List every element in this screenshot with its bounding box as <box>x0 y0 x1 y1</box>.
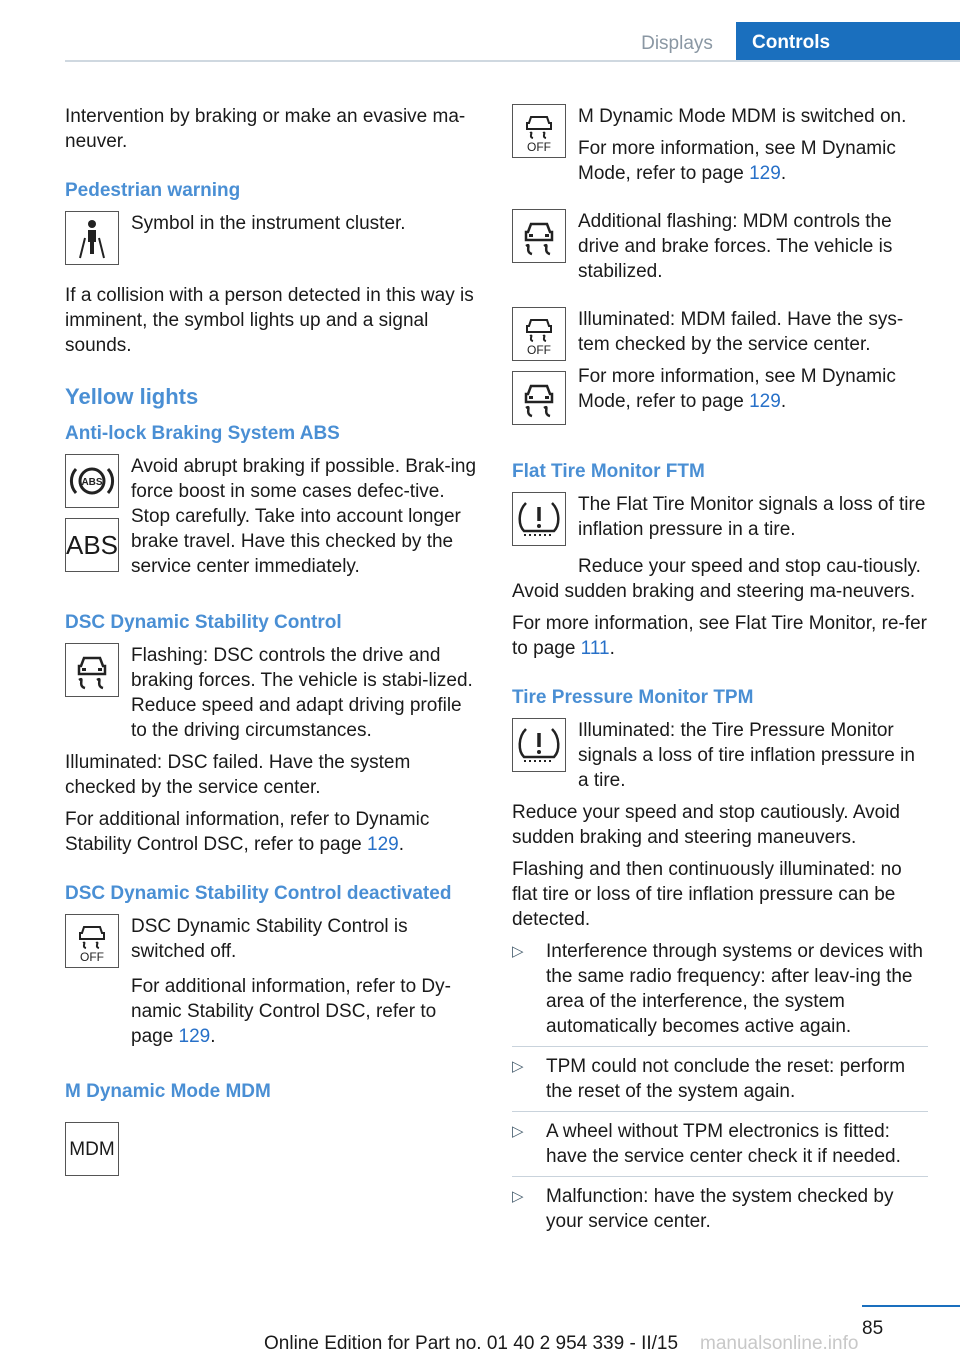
mdm-more2-info <box>578 364 928 414</box>
mdm-on-text: M Dynamic Mode MDM is switched on. <box>578 106 907 127</box>
abs-text: Avoid abrupt braking if possible. Brak‐ing force boost in some cases defec‐tive. Stop carefully. Take into account longer brake travel. Have this checked by the service center immediately. <box>131 456 477 577</box>
list-item <box>512 1054 928 1112</box>
triangle-bullet-icon: ▷ <box>512 1188 524 1205</box>
dsc-off-label: OFF <box>80 950 104 963</box>
mdm-failed-block <box>512 307 928 435</box>
tpm-block <box>512 718 928 800</box>
abs-heading: Anti-lock Braking System ABS <box>65 423 340 444</box>
ftm-reduce-text: Reduce your speed and stop cau‐tiously. Avoid sudden braking and steering ma‐neuvers. <box>512 556 921 602</box>
intro-text: Intervention by braking or make an evasive ma‐neuver. <box>65 106 466 152</box>
svg-text:ABS: ABS <box>81 477 103 488</box>
abs-text-icon <box>65 518 119 572</box>
mdm-flash-text: Additional flashing: MDM controls the drive and brake forces. The vehicle is stabilized. <box>578 211 893 282</box>
triangle-bullet-icon: ▷ <box>512 1123 524 1140</box>
ftm-more-text: For more information, see Flat Tire Monitor, re‐fer to page <box>512 613 927 659</box>
dsc-off-more-text: For additional information, refer to Dy‐namic Stability Control DSC, refer to page <box>131 976 451 1047</box>
list-item <box>512 1184 928 1241</box>
mdm-off-label: OFF <box>527 140 551 153</box>
ftm-heading: Flat Tire Monitor FTM <box>512 461 705 482</box>
tpm-illuminated-text: Illuminated: the Tire Pressure Monitor signals a loss of tire inflation pressure in a tire. <box>578 720 915 791</box>
tpm-flashing-text: Flashing and then continuously illuminated: no flat tire or loss of tire inflation pressure can be detected. <box>512 859 902 930</box>
ftm-page-link[interactable]: 111 <box>580 638 610 659</box>
pedestrian-block <box>65 211 481 275</box>
tab-controls[interactable]: Controls <box>736 22 960 62</box>
dsc-more-text: For additional information, refer to Dynamic Stability Control DSC, refer to page <box>65 809 430 855</box>
mdm-failed-off-label: OFF <box>527 343 551 356</box>
ftm-more-info <box>512 611 928 661</box>
mdm-failed-text: Illuminated: MDM failed. Have the sys‐tem checked by the service center. <box>578 309 904 355</box>
tpm-heading: Tire Pressure Monitor TPM <box>512 687 754 708</box>
mdm-more-info <box>578 136 928 186</box>
right-column <box>512 104 928 1248</box>
mdm-page-link-2[interactable]: 129 <box>749 391 781 412</box>
tpm-warning-icon <box>512 718 566 772</box>
dsc-flashing-text: Flashing: DSC controls the drive and braking forces. The vehicle is stabi‐lized. Reduce speed and adapt driving profile to the driving circumstances. <box>131 645 473 741</box>
abs-block <box>65 454 481 586</box>
watermark-text: manualsonline.info <box>700 1333 859 1354</box>
mdm-page-link[interactable]: 129 <box>749 163 781 184</box>
dsc-off-switched-text: DSC Dynamic Stability Control is switched off. <box>131 916 408 962</box>
mdm-off-icon <box>512 104 566 158</box>
mdm-failed-off-icon <box>512 307 566 361</box>
abs-icon-label: ABS <box>65 529 119 560</box>
mdm-block <box>65 1122 481 1186</box>
mdm-failed-skid-icon <box>512 371 566 425</box>
page-number: 85 <box>862 1318 884 1339</box>
tpm-bullet-list <box>512 939 928 1241</box>
pedestrian-heading: Pedestrian warning <box>65 180 241 201</box>
footer-rule <box>862 1305 960 1307</box>
tire-warning-icon <box>512 492 566 546</box>
edition-text: Online Edition for Part no. 01 40 2 954 339 - II/15 <box>264 1333 679 1354</box>
triangle-bullet-icon: ▷ <box>512 1058 524 1075</box>
dsc-more-info <box>65 807 481 857</box>
tab-displays[interactable]: Displays <box>641 33 713 54</box>
pedestrian-warning-icon <box>65 211 119 265</box>
mdm-more-text: For more information, see M Dynamic Mode, refer to page <box>578 138 896 184</box>
triangle-bullet-icon: ▷ <box>512 943 524 960</box>
dsc-off-heading: DSC Dynamic Stability Control deactivated <box>65 883 452 904</box>
dsc-more-period: . <box>398 834 405 855</box>
mdm-more2-text: For more information, see M Dynamic Mode, refer to page <box>578 366 896 412</box>
bullet-text: A wheel without TPM electronics is fitted: have the service center check it if needed. <box>546 1121 901 1167</box>
dsc-page-link[interactable]: 129 <box>367 834 399 855</box>
dsc-off-more-info <box>131 974 481 1049</box>
dsc-off-icon <box>65 914 119 968</box>
dsc-off-page-link[interactable]: 129 <box>178 1026 211 1047</box>
left-column <box>65 104 481 1186</box>
yellow-lights-heading: Yellow lights <box>65 384 199 409</box>
list-item <box>512 1119 928 1177</box>
list-item <box>512 939 928 1047</box>
bullet-text: Malfunction: have the system checked by your service center. <box>546 1186 894 1232</box>
mdm-more2-period: . <box>780 391 787 412</box>
dsc-block <box>65 643 481 750</box>
mdm-icon <box>65 1122 119 1176</box>
mdm-icon-label: MDM <box>69 1138 115 1160</box>
pedestrian-body: If a collision with a person detected in this way is imminent, the symbol lights up and a signal sounds. <box>65 285 474 356</box>
bullet-text: TPM could not conclude the reset: perform the reset of the system again. <box>546 1056 906 1102</box>
tpm-reduce-text: Reduce your speed and stop cautiously. Avoid sudden braking and steering maneuvers. <box>512 802 900 848</box>
dsc-skid-icon <box>65 643 119 697</box>
ftm-more-period: . <box>609 638 615 659</box>
page-header <box>0 0 960 62</box>
dsc-off-block <box>65 914 481 978</box>
dsc-off-more-period: . <box>210 1026 216 1047</box>
mdm-more-period: . <box>780 163 787 184</box>
header-rule <box>65 60 960 62</box>
dsc-illuminated-text: Illuminated: DSC failed. Have the system checked by the service center. <box>65 752 411 798</box>
mdm-flash-block <box>512 209 928 291</box>
pedestrian-symbol-text: Symbol in the instrument cluster. <box>131 213 406 234</box>
mdm-heading: M Dynamic Mode MDM <box>65 1081 271 1102</box>
ftm-signal-text: The Flat Tire Monitor signals a loss of tire inflation pressure in a tire. <box>578 494 926 540</box>
mdm-skid-icon <box>512 209 566 263</box>
abs-circle-icon <box>65 454 119 508</box>
bullet-text: Interference through systems or devices with the same radio frequency: after leav‐ing the area of the interference, the system automatically becomes active again. <box>546 941 924 1037</box>
ftm-block <box>512 492 928 556</box>
dsc-heading: DSC Dynamic Stability Control <box>65 612 342 633</box>
mdm-on-block <box>512 104 928 193</box>
